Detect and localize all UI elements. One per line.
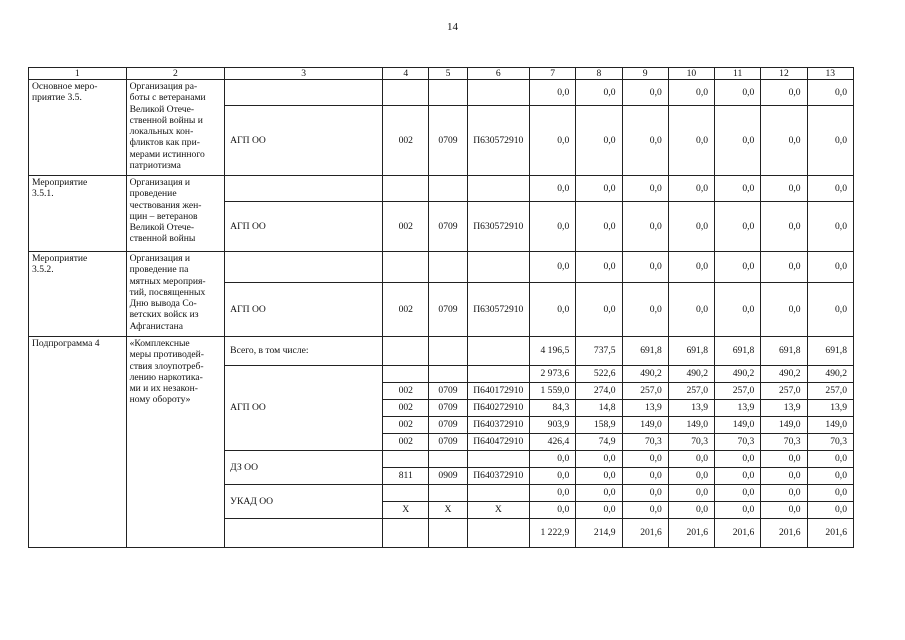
table-row <box>29 80 854 106</box>
value-cell: 0,0 <box>715 80 761 106</box>
kbk-target-cell: П630572910 <box>467 283 529 337</box>
empty-cell <box>383 485 429 502</box>
column-number-header: 3 <box>225 68 383 80</box>
value-cell: 0,0 <box>622 252 668 283</box>
value-cell: 0,0 <box>622 106 668 176</box>
value-cell: 149,0 <box>761 417 807 434</box>
value-cell: 0,0 <box>761 468 807 485</box>
empty-cell <box>383 366 429 383</box>
kbk-target-cell: П640172910 <box>467 383 529 400</box>
kbk-section-cell: 0909 <box>429 468 467 485</box>
value-cell: 0,0 <box>668 468 714 485</box>
executor-cell <box>225 519 383 548</box>
value-cell: 0,0 <box>668 106 714 176</box>
value-cell: 0,0 <box>576 80 622 106</box>
value-cell: 158,9 <box>576 417 622 434</box>
empty-cell <box>467 252 529 283</box>
value-cell: 0,0 <box>622 80 668 106</box>
value-cell: 0,0 <box>529 176 575 202</box>
kbk-target-cell: П640372910 <box>467 417 529 434</box>
value-cell: 0,0 <box>715 283 761 337</box>
value-cell: 149,0 <box>668 417 714 434</box>
value-cell: 257,0 <box>761 383 807 400</box>
column-number-header: 9 <box>622 68 668 80</box>
value-cell: 0,0 <box>668 202 714 252</box>
value-cell: 0,0 <box>529 106 575 176</box>
value-cell: 0,0 <box>715 502 761 519</box>
value-cell: 0,0 <box>529 80 575 106</box>
value-cell: 0,0 <box>668 283 714 337</box>
value-cell: 70,3 <box>715 434 761 451</box>
value-cell: 0,0 <box>622 176 668 202</box>
value-cell: 0,0 <box>576 283 622 337</box>
column-number-header: 11 <box>715 68 761 80</box>
column-number-header: 12 <box>761 68 807 80</box>
value-cell: 0,0 <box>761 502 807 519</box>
value-cell: 0,0 <box>715 202 761 252</box>
kbk-target-cell: Х <box>467 502 529 519</box>
kbk-section-cell: 0709 <box>429 202 467 252</box>
kbk-section-cell: 0709 <box>429 417 467 434</box>
value-cell: 0,0 <box>807 202 853 252</box>
value-cell: 1 222,9 <box>529 519 575 548</box>
subprogram-name-cell: Подпрограмма 4 <box>29 337 127 548</box>
value-cell: 149,0 <box>807 417 853 434</box>
value-cell: 0,0 <box>576 106 622 176</box>
value-cell: 0,0 <box>761 252 807 283</box>
value-cell: 0,0 <box>807 451 853 468</box>
value-cell: 201,6 <box>807 519 853 548</box>
column-number-header: 4 <box>383 68 429 80</box>
value-cell: 0,0 <box>529 468 575 485</box>
value-cell: 201,6 <box>622 519 668 548</box>
value-cell: 691,8 <box>622 337 668 366</box>
subprogram-description-cell: «Комплексные меры противодей- ствия злоупотреб- лению наркотика- ми и их незакон- ному обороту» <box>126 337 225 548</box>
empty-cell <box>467 366 529 383</box>
value-cell: 426,4 <box>529 434 575 451</box>
kbk-grbs-cell: 002 <box>383 283 429 337</box>
kbk-target-cell: П640372910 <box>467 468 529 485</box>
kbk-section-cell: 0709 <box>429 383 467 400</box>
value-cell: 0,0 <box>622 202 668 252</box>
value-cell: 0,0 <box>761 485 807 502</box>
value-cell: 0,0 <box>529 502 575 519</box>
empty-cell <box>467 176 529 202</box>
value-cell: 490,2 <box>622 366 668 383</box>
value-cell: 201,6 <box>761 519 807 548</box>
value-cell: 0,0 <box>529 283 575 337</box>
empty-cell <box>467 337 529 366</box>
value-cell: 0,0 <box>622 451 668 468</box>
kbk-grbs-cell: 002 <box>383 383 429 400</box>
value-cell: 149,0 <box>622 417 668 434</box>
value-cell: 149,0 <box>715 417 761 434</box>
value-cell: 0,0 <box>761 106 807 176</box>
empty-cell <box>429 485 467 502</box>
value-cell: 70,3 <box>761 434 807 451</box>
executor-cell <box>225 80 383 106</box>
value-cell: 0,0 <box>576 468 622 485</box>
value-cell: 201,6 <box>668 519 714 548</box>
kbk-section-cell: 0709 <box>429 434 467 451</box>
column-number-header: 5 <box>429 68 467 80</box>
value-cell: 691,8 <box>807 337 853 366</box>
executor-cell: АГП ОО <box>225 202 383 252</box>
value-cell: 691,8 <box>715 337 761 366</box>
empty-cell <box>467 485 529 502</box>
value-cell: 4 196,5 <box>529 337 575 366</box>
kbk-section-cell: 0709 <box>429 106 467 176</box>
kbk-section-cell: Х <box>429 502 467 519</box>
value-cell: 0,0 <box>715 485 761 502</box>
value-cell: 0,0 <box>761 451 807 468</box>
kbk-target-cell: П630572910 <box>467 106 529 176</box>
value-cell: 13,9 <box>715 400 761 417</box>
value-cell: 70,3 <box>668 434 714 451</box>
event-description-cell: Организация и проведение чествования жен- щин – ветеранов Великой Отече- ственной войны <box>126 176 225 252</box>
empty-cell <box>467 80 529 106</box>
value-cell: 274,0 <box>576 383 622 400</box>
value-cell: 0,0 <box>715 176 761 202</box>
event-name-cell: Мероприятие 3.5.1. <box>29 176 127 252</box>
value-cell: 0,0 <box>761 80 807 106</box>
event-description-cell: Организация ра- боты с ветеранами Великой Отече- ственной войны и локальных кон- фликтов как при- мерами истинного патриотизма <box>126 80 225 176</box>
empty-cell <box>383 176 429 202</box>
value-cell: 0,0 <box>576 485 622 502</box>
empty-cell <box>383 519 429 548</box>
kbk-section-cell: 0709 <box>429 283 467 337</box>
table-row <box>29 337 854 366</box>
executor-cell: УКАД ОО <box>225 485 383 519</box>
kbk-target-cell: П630572910 <box>467 202 529 252</box>
value-cell: 490,2 <box>807 366 853 383</box>
column-number-header: 1 <box>29 68 127 80</box>
empty-cell <box>429 519 467 548</box>
value-cell: 0,0 <box>576 502 622 519</box>
value-cell: 0,0 <box>807 252 853 283</box>
value-cell: 0,0 <box>529 451 575 468</box>
value-cell: 14,8 <box>576 400 622 417</box>
value-cell: 0,0 <box>529 485 575 502</box>
value-cell: 0,0 <box>576 176 622 202</box>
value-cell: 0,0 <box>668 176 714 202</box>
value-cell: 1 559,0 <box>529 383 575 400</box>
value-cell: 0,0 <box>576 451 622 468</box>
empty-cell <box>383 252 429 283</box>
kbk-grbs-cell: 002 <box>383 106 429 176</box>
value-cell: 0,0 <box>807 485 853 502</box>
empty-cell <box>383 80 429 106</box>
header-row <box>29 68 854 80</box>
value-cell: 691,8 <box>668 337 714 366</box>
executor-cell: АГП ОО <box>225 366 383 451</box>
value-cell: 0,0 <box>668 502 714 519</box>
value-cell: 0,0 <box>761 283 807 337</box>
value-cell: 214,9 <box>576 519 622 548</box>
kbk-grbs-cell: 002 <box>383 202 429 252</box>
value-cell: 0,0 <box>529 252 575 283</box>
value-cell: 0,0 <box>715 451 761 468</box>
executor-cell <box>225 252 383 283</box>
value-cell: 257,0 <box>668 383 714 400</box>
empty-cell <box>429 176 467 202</box>
value-cell: 257,0 <box>622 383 668 400</box>
value-cell: 0,0 <box>715 468 761 485</box>
value-cell: 490,2 <box>761 366 807 383</box>
value-cell: 257,0 <box>807 383 853 400</box>
value-cell: 737,5 <box>576 337 622 366</box>
value-cell: 70,3 <box>622 434 668 451</box>
value-cell: 0,0 <box>668 80 714 106</box>
kbk-section-cell: 0709 <box>429 400 467 417</box>
value-cell: 0,0 <box>576 252 622 283</box>
empty-cell <box>467 519 529 548</box>
table-row <box>29 252 854 283</box>
value-cell: 0,0 <box>807 176 853 202</box>
empty-cell <box>383 337 429 366</box>
kbk-grbs-cell: 002 <box>383 400 429 417</box>
event-name-cell: Основное меро- приятие 3.5. <box>29 80 127 176</box>
kbk-grbs-cell: Х <box>383 502 429 519</box>
value-cell: 522,6 <box>576 366 622 383</box>
value-cell: 257,0 <box>715 383 761 400</box>
column-number-header: 7 <box>529 68 575 80</box>
value-cell: 0,0 <box>761 176 807 202</box>
column-number-header: 2 <box>126 68 225 80</box>
event-name-cell: Мероприятие 3.5.2. <box>29 252 127 337</box>
executor-cell: АГП ОО <box>225 106 383 176</box>
column-number-header: 8 <box>576 68 622 80</box>
value-cell: 13,9 <box>761 400 807 417</box>
page-number: 14 <box>447 21 458 33</box>
value-cell: 0,0 <box>807 502 853 519</box>
executor-cell <box>225 176 383 202</box>
kbk-grbs-cell: 811 <box>383 468 429 485</box>
value-cell: 0,0 <box>529 202 575 252</box>
value-cell: 0,0 <box>807 80 853 106</box>
value-cell: 903,9 <box>529 417 575 434</box>
executor-cell: АГП ОО <box>225 283 383 337</box>
empty-cell <box>429 252 467 283</box>
kbk-target-cell: П640472910 <box>467 434 529 451</box>
budget-table <box>28 67 854 548</box>
kbk-grbs-cell: 002 <box>383 417 429 434</box>
executor-cell: ДЗ ОО <box>225 451 383 485</box>
empty-cell <box>429 337 467 366</box>
value-cell: 13,9 <box>807 400 853 417</box>
value-cell: 84,3 <box>529 400 575 417</box>
empty-cell <box>383 451 429 468</box>
empty-cell <box>429 451 467 468</box>
empty-cell <box>467 451 529 468</box>
value-cell: 0,0 <box>622 283 668 337</box>
value-cell: 0,0 <box>715 252 761 283</box>
column-number-header: 13 <box>807 68 853 80</box>
value-cell: 201,6 <box>715 519 761 548</box>
value-cell: 0,0 <box>715 106 761 176</box>
value-cell: 70,3 <box>807 434 853 451</box>
value-cell: 490,2 <box>715 366 761 383</box>
value-cell: 0,0 <box>807 106 853 176</box>
value-cell: 0,0 <box>668 451 714 468</box>
table-row <box>29 176 854 202</box>
kbk-grbs-cell: 002 <box>383 434 429 451</box>
value-cell: 13,9 <box>622 400 668 417</box>
value-cell: 0,0 <box>807 283 853 337</box>
value-cell: 0,0 <box>576 202 622 252</box>
empty-cell <box>429 366 467 383</box>
column-number-header: 6 <box>467 68 529 80</box>
value-cell: 0,0 <box>761 202 807 252</box>
empty-cell <box>429 80 467 106</box>
column-number-header: 10 <box>668 68 714 80</box>
value-cell: 0,0 <box>668 485 714 502</box>
kbk-target-cell: П640272910 <box>467 400 529 417</box>
value-cell: 490,2 <box>668 366 714 383</box>
value-cell: 0,0 <box>622 502 668 519</box>
value-cell: 0,0 <box>622 468 668 485</box>
value-cell: 13,9 <box>668 400 714 417</box>
value-cell: 0,0 <box>668 252 714 283</box>
total-label-cell: Всего, в том числе: <box>225 337 383 366</box>
value-cell: 0,0 <box>807 468 853 485</box>
event-description-cell: Организация и проведение па мятных мероприя- тий, посвященных Дню вывода Со- ветских войск из Афганистана <box>126 252 225 337</box>
value-cell: 691,8 <box>761 337 807 366</box>
value-cell: 0,0 <box>622 485 668 502</box>
value-cell: 2 973,6 <box>529 366 575 383</box>
value-cell: 74,9 <box>576 434 622 451</box>
